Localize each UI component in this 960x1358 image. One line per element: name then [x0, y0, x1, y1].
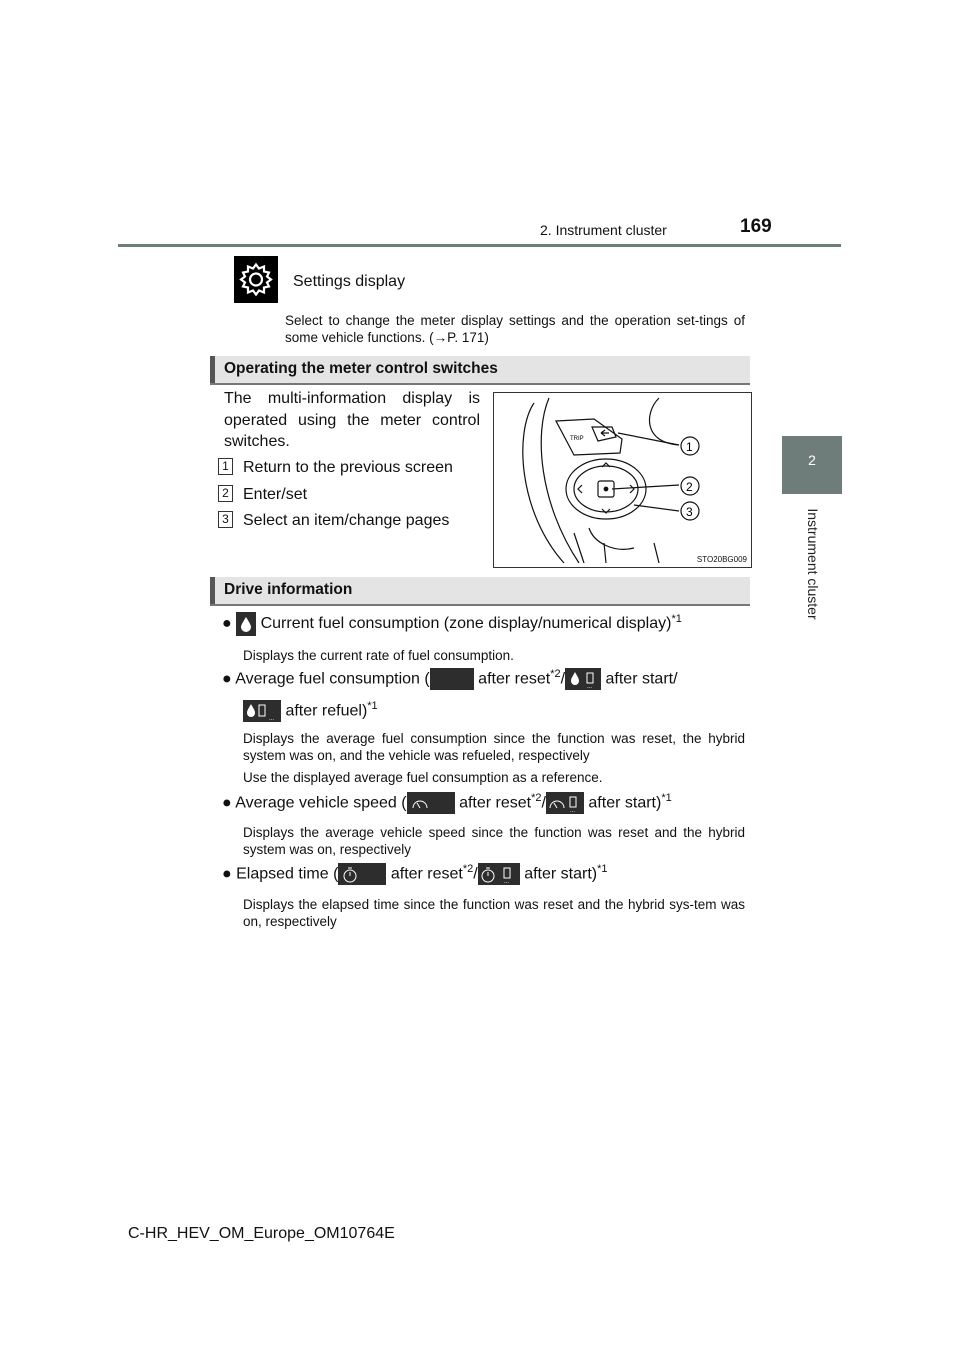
settings-title: Settings display: [293, 273, 406, 290]
callout-number: 2: [218, 485, 233, 502]
figure-code: STO20BG009: [696, 555, 747, 564]
section-title: Operating the meter control switches: [224, 360, 498, 377]
trip-label: TRIP: [570, 436, 584, 442]
step-label: Enter/set: [243, 486, 308, 503]
footnote-ref: *1: [367, 700, 378, 712]
bullet-text: after refuel): [285, 702, 368, 720]
footnote-ref: *2: [550, 668, 561, 680]
figure-callout-3: 3: [686, 505, 693, 519]
footnote-ref: *2: [462, 863, 474, 875]
svg-text:...: ...: [269, 716, 275, 723]
step-label: Select an item/change pages: [243, 512, 450, 529]
footnote-ref: *1: [661, 792, 672, 804]
bullet-text: after start): [524, 865, 598, 883]
bullet-elapsed-time: ● Elapsed time ( after reset$^{*2}$/ ... after start)$^{*1}$: [222, 863, 608, 886]
bullet-dot-icon: ●: [222, 794, 232, 812]
settings-description: Select to change the meter display settings and the operation set-tings of some vehicle functions. (→P. 171): [285, 313, 745, 345]
bullet-dot-icon: ●: [222, 615, 232, 633]
settings-gear-icon: [234, 256, 278, 303]
bullet-current-fuel: [222, 612, 682, 636]
document-code-footer: C-HR_HEV_OM_Europe_OM10764E: [128, 1225, 395, 1242]
bullet-text: after start): [588, 794, 662, 812]
chapter-tab-label: Instrument cluster: [805, 508, 821, 620]
bullet-description: Displays the average vehicle speed since the function was reset and the hybrid system was on, respectively: [243, 825, 745, 857]
bullet-text: Elapsed time (: [236, 865, 339, 883]
footnote-ref: *1: [597, 863, 608, 875]
figure-callout-1: 1: [686, 440, 693, 454]
section-title: Drive information: [224, 581, 353, 598]
bullet-dot-icon: ●: [222, 865, 232, 883]
bullet-text: after reset: [459, 794, 532, 812]
bullet-description: Displays the elapsed time since the function was reset and the hybrid sys-tem was on, respectively: [243, 897, 745, 929]
svg-text:...: ...: [569, 808, 575, 815]
header-rule: [118, 244, 841, 247]
elapsed-time-reset-icon: [338, 863, 386, 885]
bullet-average-fuel: ● Average fuel consumption ( after reset$^{*2}$/ ... after start/: [222, 668, 678, 691]
elapsed-time-start-icon: [478, 863, 520, 885]
bullet-average-speed: ● Average vehicle speed ( after reset$^{*2}$/ ... after start)$^{*1}$: [222, 792, 672, 815]
section-heading-meter-switches: [210, 356, 750, 385]
bullet-title: Current fuel consumption (zone display/numerical display): [260, 615, 672, 633]
bullet-description: Displays the current rate of fuel consumption.: [243, 648, 514, 663]
steering-switch-figure: [493, 392, 752, 568]
bullet-text: after start/: [605, 670, 678, 688]
average-speed-start-icon: [546, 792, 584, 814]
bullet-text: Average vehicle speed (: [235, 794, 407, 812]
bullet-average-fuel-cont: [243, 700, 378, 722]
bullet-description: Displays the average fuel consumption since the function was reset, the hybrid system was on, and the vehicle was refueled, respectively: [243, 731, 745, 763]
section-heading-drive-info: [210, 577, 750, 606]
average-speed-reset-icon: [407, 792, 455, 814]
step-label: Return to the previous screen: [243, 459, 453, 476]
average-fuel-start-icon: [565, 668, 601, 690]
bullet-description: Use the displayed average fuel consumption as a reference.: [243, 770, 603, 785]
bullet-text: Average fuel consumption (: [235, 670, 430, 688]
chapter-tab-number: 2: [808, 452, 816, 468]
footnote-ref: *2: [531, 792, 542, 804]
fuel-drop-icon: [236, 612, 256, 636]
svg-text:...: ...: [587, 684, 593, 691]
average-fuel-refuel-icon: [243, 700, 281, 722]
bullet-dot-icon: ●: [222, 670, 232, 688]
figure-callout-2: 2: [686, 480, 693, 494]
section-header: 2. Instrument cluster: [540, 222, 667, 238]
page-number: 169: [740, 216, 772, 237]
svg-text:...: ...: [503, 879, 509, 886]
callout-number: 3: [218, 511, 233, 528]
callout-number: 1: [218, 458, 233, 475]
average-fuel-reset-icon: [430, 668, 474, 690]
bullet-text: after reset: [478, 670, 551, 688]
bullet-text: after reset: [390, 865, 463, 883]
intro-paragraph: The multi-information display is operated using the meter control switches.: [224, 390, 480, 450]
footnote-ref: *1: [671, 612, 682, 625]
